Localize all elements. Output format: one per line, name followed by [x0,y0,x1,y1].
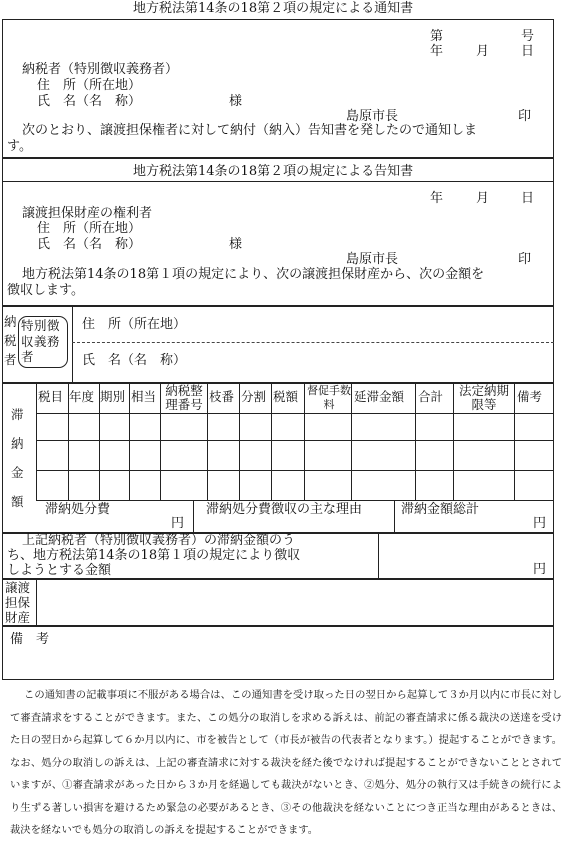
col-biko: 備考 [517,389,543,404]
property-section [2,579,554,626]
total-yen: 円 [533,516,547,531]
remarks-section [2,626,554,680]
fee-label: 滞納処分費 [45,502,111,517]
notice-date-hi: 日 [521,44,535,59]
col-bunkatsu: 分割 [241,389,267,404]
col-seiri-bango: 納税整理番号 [165,383,203,412]
kokuchi-mayor: 島原市長 [346,252,399,267]
collect-line3: しようとする金額 [7,563,112,578]
notice-date-nen: 年 [430,44,444,59]
notice-seal: 印 [518,109,532,124]
col-hotei-nokigen: 法定納期限等 [458,383,509,412]
fee-yen: 円 [171,516,185,531]
total-label: 滞納金額総計 [401,502,480,517]
kokuchi-date-hi: 日 [521,191,535,206]
payer-bracket-label: 特別徴収義務者 [21,318,61,364]
col-nendo: 年度 [69,389,95,404]
kokuchi-title: 地方税法第14条の18第２項の規定による告知書 [133,164,414,179]
kokuchi-address-label: 住 所（所在地） [37,221,142,236]
notice-mayor: 島原市長 [346,109,399,124]
payer-name-label: 氏 名（名 称） [82,353,187,368]
payer-address-label: 住 所（所在地） [82,317,187,332]
col-gokei: 合計 [418,389,444,404]
reason-label: 滞納処分費徴収の主な理由 [206,502,363,517]
collect-line1: 上記納税者（特別徴収義務者）の滞納金額のう [22,533,296,548]
kokuchi-date-nen: 年 [430,191,444,206]
col-zeimoku: 税目 [38,389,64,404]
kokuchi-date-tsuki: 月 [476,191,490,206]
col-tokusoku: 督促手数料 [307,384,351,411]
kokuchi-body-line2: 徴収します。 [7,283,84,298]
notice-title: 地方税法第14条の18第２項の規定による通知書 [133,1,414,16]
col-entai: 延滞金額 [354,389,405,404]
col-edaban: 枝番 [209,389,235,404]
col-kibetsu: 期別 [100,389,126,404]
notice-taxpayer-label: 納税者（特別徴収義務者） [22,62,179,77]
notice-no-go: 号 [521,29,535,44]
kokuchi-name-label: 氏 名（名 称） [37,237,142,252]
notice-sama: 様 [229,94,243,109]
notice-no-dai: 第 [430,29,444,44]
col-soto: 相当 [131,389,157,404]
kokuchi-holder-label: 譲渡担保財産の権利者 [22,206,153,221]
kokuchi-sama: 様 [229,237,243,252]
remarks-label: 備 考 [10,632,50,647]
col-zeigaku: 税額 [273,389,299,404]
notice-body-line2: す。 [7,139,32,154]
notice-body-line1: 次のとおり、譲渡担保権者に対して納付（納入）告知書を発したので通知しま [22,123,478,138]
arrears-side-label: 滞納金額 [11,407,24,509]
notice-address-label: 住 所（所在地） [37,78,142,93]
notice-name-label: 氏 名（名 称） [37,94,142,109]
property-label: 譲渡担保財産 [5,580,31,625]
collect-yen: 円 [533,562,547,577]
kokuchi-seal: 印 [518,252,532,267]
footer-note: この通知書の記載事項に不服がある場合は、この通知書を受け取った日の翌日から起算して３か月以内に市長に対して審査請求をすることができます。また、この処分の取消しを求める訴えは、前記の審査請求に係る裁決の送達を受けた日の翌日から起算して６か月以内に、市を被告として（市長が被告の代表者となります。）提起することができます。なお、処分の取消しの訴えは、上記の審査請求に対する裁決を経た後でなければ提起することができないこととされていますが、①審査請求があった日から３か月を経過しても裁決がないとき、②処分、処分の執行又は手続きの続行により生ずる著しい損害を避けるため緊急の必要があるとき、③その他裁決を経ないことにつき正当な理由があるときは、裁決を経ないでも処分の取消しの訴えを提起することができます。 [10,689,562,836]
payer-side-label: 納税者 [4,314,17,367]
kokuchi-body-line1: 地方税法第14条の18第１項の規定により、次の譲渡担保財産から、次の金額を [22,267,485,282]
collect-line2: ち、地方税法第14条の18第１項の規定により徴収 [7,548,301,563]
notice-date-tsuki: 月 [476,44,490,59]
